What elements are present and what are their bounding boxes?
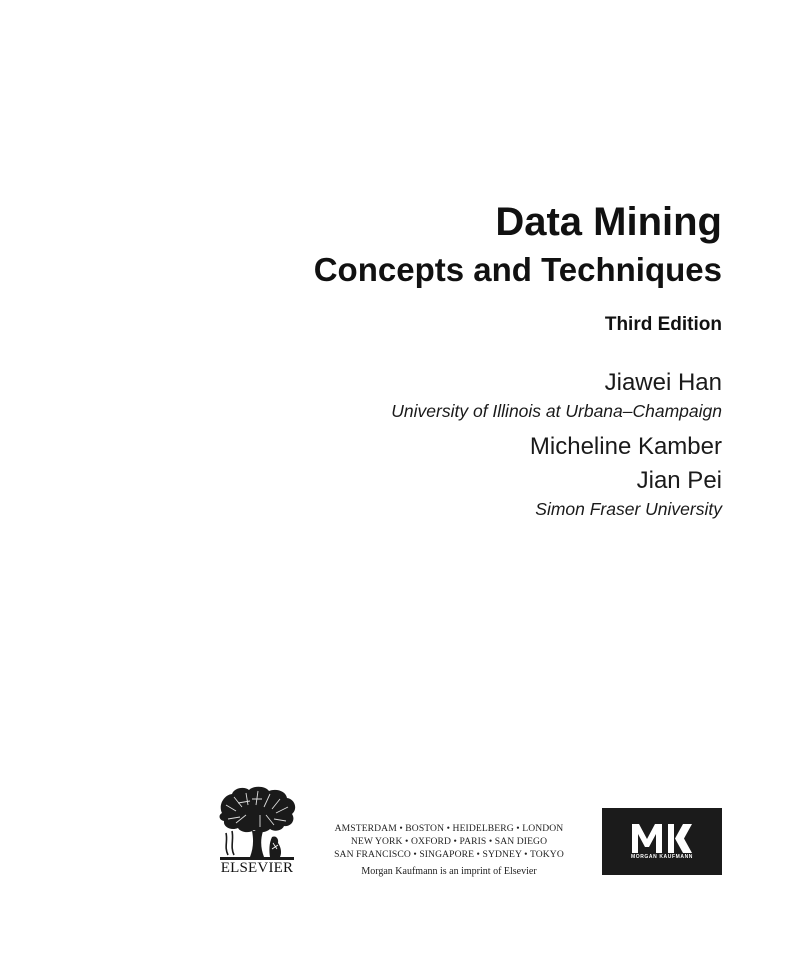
cities-line: NEW YORK • OXFORD • PARIS • SAN DIEGO (350, 836, 548, 847)
author-affiliation: University of Illinois at Urbana–Champaign (391, 401, 722, 421)
morgan-kaufmann-logo (602, 808, 722, 875)
author-name: Jiawei Han (604, 369, 722, 396)
book-title: Data Mining (495, 200, 722, 244)
mk-letters-icon (630, 821, 694, 855)
elsevier-wordmark: ELSEVIER (220, 860, 294, 876)
book-edition: Third Edition (604, 314, 722, 335)
authors-block (162, 367, 722, 521)
author-name: Jian Pei (636, 467, 722, 494)
cities-line: AMSTERDAM • BOSTON • HEIDELBERG • LONDON (334, 823, 564, 834)
author-name: Micheline Kamber (529, 433, 722, 460)
book-subtitle: Concepts and Techniques (313, 251, 722, 288)
mk-logo-caption: MORGAN KAUFMANN (630, 854, 694, 860)
cities-line: SAN FRANCISCO • SINGAPORE • SYDNEY • TOKYO (334, 849, 564, 860)
publisher-cities (318, 822, 580, 861)
imprint-note: Morgan Kaufmann is an imprint of Elsevier (361, 866, 537, 877)
author-affiliation: Simon Fraser University (535, 499, 722, 519)
title-block (202, 198, 722, 337)
